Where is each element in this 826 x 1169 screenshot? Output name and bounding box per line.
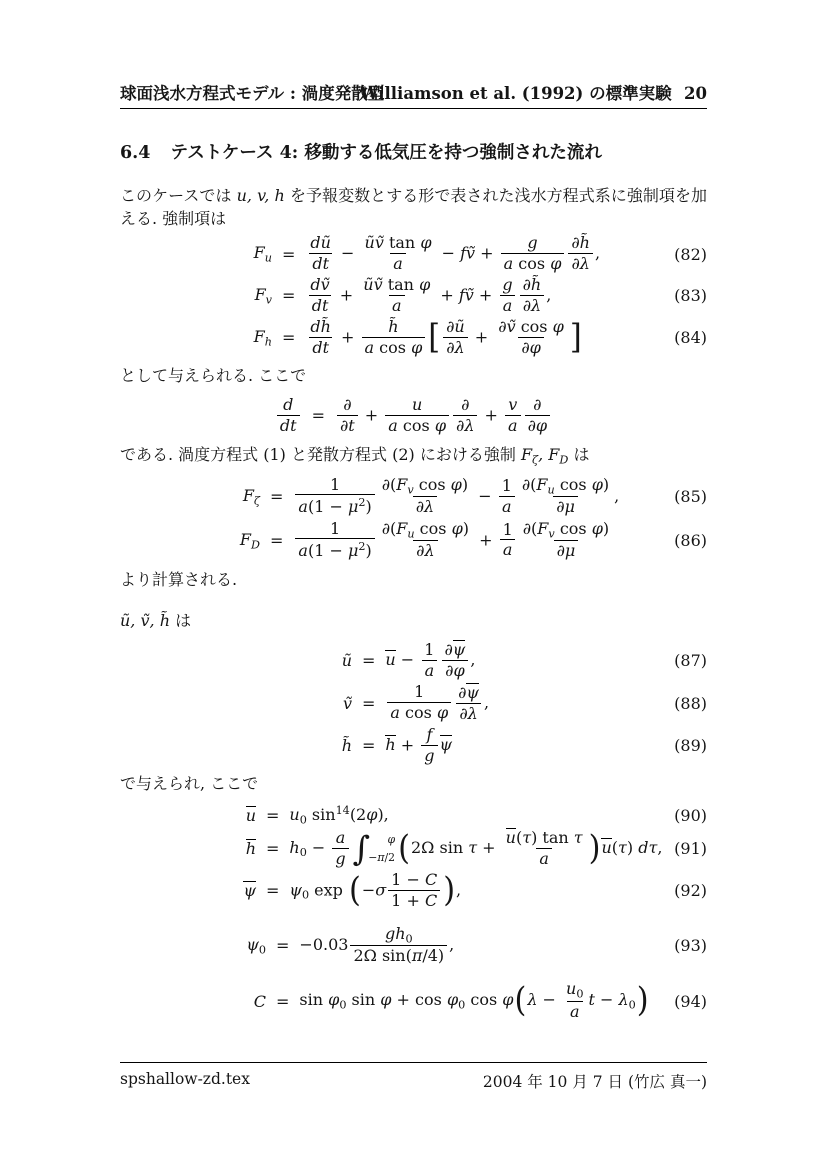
equation-ddt xyxy=(120,396,707,436)
equation-82 xyxy=(120,234,707,274)
equation-lhs: C xyxy=(253,991,266,1011)
equation-lhs: h̃ xyxy=(341,736,352,756)
equation-86 xyxy=(120,520,707,562)
equation-rhs: $u_0$ $\sin^{14}(2\varphi)$, xyxy=(289,803,389,827)
equals-sign: = xyxy=(362,651,376,671)
equation-number: (93) xyxy=(674,936,707,956)
equation-lhs: $F_h$ xyxy=(253,326,272,349)
equals-sign: = xyxy=(266,839,280,859)
equation-83 xyxy=(120,276,707,316)
paragraph-computed: より計算される. xyxy=(120,570,238,590)
equation-number: (83) xyxy=(674,286,707,306)
equation-group-ddt xyxy=(120,396,707,436)
equals-sign: = xyxy=(266,805,280,825)
page-footer xyxy=(120,1062,707,1092)
equation-87 xyxy=(120,640,707,681)
equals-sign: = xyxy=(266,881,280,901)
equation-group-constants xyxy=(120,925,707,1022)
equals-sign: = xyxy=(276,936,290,956)
equation-lhs: ũ xyxy=(341,651,352,671)
equation-group-tilde xyxy=(120,640,707,765)
equation-rhs: $\frac{1}{a(1 - \mu^2)}$ $\frac{\partial(F_v \cos \varphi)}{\partial\lambda}$ − $\frac{1}{a}$ $\frac{\partial(F_u \cos \varphi)}{\partial\mu}$ , xyxy=(293,476,619,518)
equation-rhs: $\frac{1}{\text{a cos φ}}$ $\frac{\partial\psi}{\partial\lambda}$ , xyxy=(385,683,489,724)
equation-94 xyxy=(120,980,707,1021)
equation-rhs: $\frac{\partial}{\partial t}$ + $\frac{u}{\text{a cos φ}}$ $\frac{\partial}{\partial\lambda}$ + $\frac{v}{a}$ $\frac{\partial}{\partial\varphi}$ xyxy=(335,396,552,436)
equals-sign: = xyxy=(270,530,284,550)
header-title-left: 球面浅水方程式モデル : 渦度発散型 xyxy=(120,84,385,103)
equals-sign: = xyxy=(282,328,296,348)
equation-88 xyxy=(120,683,707,724)
page-content xyxy=(120,0,707,1026)
equation-number: (85) xyxy=(674,487,707,507)
equation-rhs: $h_0$ − $\frac{a}{g}$ ∫ φ −π/2 (2Ω sin τ + $\frac{\text{u(τ) tan τ}}{a}$ )u(τ) dτ, xyxy=(289,827,663,869)
equation-group-vortdiv xyxy=(120,476,707,562)
running-header xyxy=(120,84,707,109)
equation-85 xyxy=(120,476,707,518)
equation-rhs: $\psi_0$ exp (−σ $\frac{1 - C}{1 + C}$ ), xyxy=(289,870,462,911)
paragraph-uvh-tilde: ũ, ṽ, h̃ は xyxy=(120,610,192,630)
equation-number: (92) xyxy=(674,881,707,901)
equals-sign: = xyxy=(311,406,325,426)
equation-rhs: h + $\frac{f}{g}$ ψ xyxy=(385,724,453,765)
equation-number: (89) xyxy=(674,736,707,756)
equation-84 xyxy=(120,318,707,358)
equation-rhs: −0.03 $\frac{gh_0}{\text{2Ω sin(π/4)}}$ , xyxy=(299,923,455,966)
equation-91 xyxy=(120,828,707,869)
header-title-overlap: Williamson et al. (1992) の標準実験 xyxy=(360,84,672,103)
equation-lhs: $\psi_0$ xyxy=(246,934,266,957)
equation-group-mean xyxy=(120,804,707,911)
equation-rhs: $\frac{1}{a(1 - \mu^2)}$ $\frac{\partial(F_u \cos \varphi)}{\partial\lambda}$ + $\frac{1}{a}$ $\frac{\partial(F_v \cos \varphi)}{\partial\mu}$ xyxy=(293,520,614,562)
section-title: テストケース 4: 移動する低気圧を持つ強制された流れ xyxy=(170,142,602,163)
paragraph-where-forcing: である. 渦度方程式 (1) と発散方程式 (2) における強制 $F_\zeta$, $F_D$ は xyxy=(120,444,590,466)
equation-rhs: $\frac{\text{dṽ}}{dt}$ + $\frac{\text{ũṽ tan φ}}{a}$ + fṽ + $\frac{g}{a}$ $\frac{\partial h̃}{\partial\lambda}$ , xyxy=(310,274,552,315)
equation-number: (87) xyxy=(674,651,707,671)
section-number: 6.4 xyxy=(120,142,151,163)
paragraph-given: として与えられる. ここで xyxy=(120,366,307,386)
equation-number: (91) xyxy=(674,839,707,859)
equation-lhs: h xyxy=(245,839,256,859)
equation-lhs: ψ xyxy=(243,881,256,901)
equation-lhs: $\frac{d}{dt}$ xyxy=(275,396,302,436)
equation-number: (84) xyxy=(674,328,707,348)
paragraph-intro: このケースでは u, v, h を予報変数とする形で表された浅水方程式系に強制項を加える. 強制項は xyxy=(120,185,707,228)
equation-90 xyxy=(120,804,707,827)
paragraph-given2: で与えられ, ここで xyxy=(120,774,259,794)
equation-number: (88) xyxy=(674,693,707,713)
equation-rhs: $\frac{dũ}{dt}$ − $\frac{\text{ũṽ tan φ}}{a}$ − fṽ + $\frac{g}{\text{a cos φ}}$ $\frac{\partial h̃}{\partial\lambda}$ , xyxy=(310,233,601,274)
equation-lhs: ṽ xyxy=(342,693,352,713)
equals-sign: = xyxy=(282,286,296,306)
equals-sign: = xyxy=(362,693,376,713)
equation-92 xyxy=(120,871,707,911)
equals-sign: = xyxy=(276,991,290,1011)
equation-rhs: $\frac{dh̃}{dt}$ + $\frac{h̃}{\text{a cos φ}}$ [ $\frac{\partial ũ}{\partial\lambda}$ + $\frac{\text{∂ṽ cos φ}}{\partial\varphi}$ ] xyxy=(310,316,582,357)
equation-lhs: u xyxy=(245,805,256,825)
equation-number: (86) xyxy=(674,530,707,550)
equation-lhs: $F_\zeta$ xyxy=(242,485,260,508)
equation-93 xyxy=(120,925,707,966)
footer-filename: spshallow-zd.tex xyxy=(120,1070,250,1088)
equation-rhs: u − $\frac{1}{a}$ $\frac{\partial\psi}{\partial\varphi}$ , xyxy=(385,639,476,681)
section-heading xyxy=(120,139,707,164)
equation-number: (94) xyxy=(674,991,707,1011)
equation-number: (90) xyxy=(674,805,707,825)
footer-date: 2004 年 10 月 7 日 (竹広 真一) xyxy=(482,1073,707,1091)
equation-number: (82) xyxy=(674,244,707,264)
equation-lhs: $F_v$ xyxy=(254,285,272,307)
equation-rhs: $\sin \varphi_0$ $\sin \varphi + \cos \varphi_0$ cos φ(λ − $\frac{u_0}{a}$ $t - \lambda_0$) xyxy=(299,979,649,1021)
equation-group-forcing xyxy=(120,234,707,357)
equation-lhs: $F_D$ xyxy=(239,529,260,552)
equation-lhs: $F_u$ xyxy=(253,243,272,265)
equation-89 xyxy=(120,726,707,766)
page-number: 20 xyxy=(684,84,707,103)
equals-sign: = xyxy=(362,736,376,756)
header-title xyxy=(120,84,672,104)
equals-sign: = xyxy=(282,244,296,264)
equals-sign: = xyxy=(270,487,284,507)
